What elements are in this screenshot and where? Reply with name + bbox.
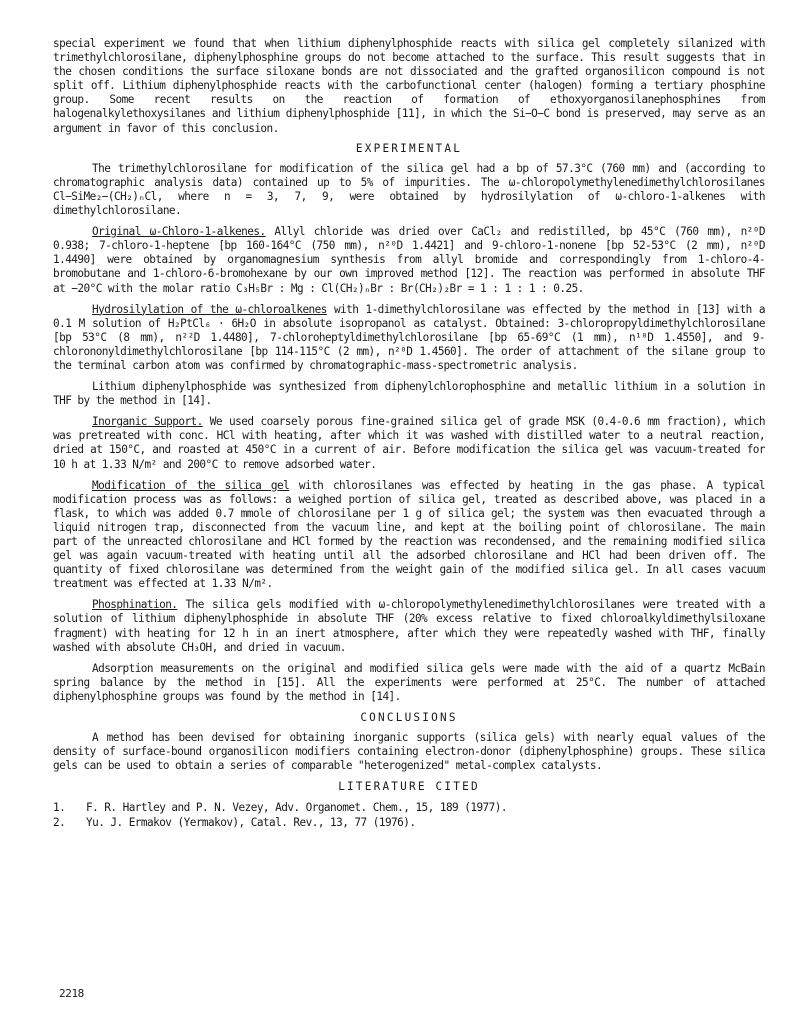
experimental-paragraph-1: The trimethylchlorosilane for modification of the silica gel had a bp of 57.3°C (760 mm) and (according to chromatographic analysis data) contained up to 5% of impurities. The ω-chloropolymethylenedimethylchlorosilanes Cl−SiMe₂−(CH₂)ₙCl, where n = 3, 7, 9, were obtained by hydrosilylation of ω-chloro-1-alkenes with dimethylchlorosilane. (53, 161, 765, 218)
phosphination-title: Phosphination. (92, 598, 178, 612)
phosphination-paragraph (53, 598, 765, 654)
reference-list (53, 801, 765, 830)
intro-paragraph: special experiment we found that when lithium diphenylphosphide reacts with silica gel completely silanized with trimethylchlorosilane, diphenylphosphine groups do not become attached to the surface. This result suggests that in the chosen conditions the surface siloxane bonds are not dissociated and the grafted organosilicon compound is not split off. Lithium diphenylphosphide reacts with the carbofunctional center (halogen) forming a tertiary phosphine group. Some recent results on the reaction of formation of ethoxyorganosilanephosphines from halogenalkylethoxysilanes and lithium diphenylphosphide [11], in which the Si−O−C bond is preserved, may serve as an argument in favor of this conclusion. (53, 37, 765, 135)
reference-text: Yu. J. Ermakov (Yermakov), Catal. Rev., 13, 77 (1976). (86, 815, 416, 829)
support-body: We used coarsely porous fine-grained silica gel of grade MSK (0.4-0.6 mm fraction), which was pretreated with conc. HCl with heating, after which it was washed with distilled water to a neutral reaction, dried at 150°C, and roasted at 450°C in a current of air. Before modification the silica gel was vacuum-treated for 10 h at 1.33 N/m² and 200°C to remove adsorbed water. (53, 415, 765, 471)
page-body (53, 37, 765, 831)
support-title: Inorganic Support. (92, 415, 203, 429)
reference-number: 2. (53, 815, 66, 829)
modification-body: with chlorosilanes was effected by heating in the gas phase. A typical modification process was as follows: a weighed portion of silica gel, treated as described above, was placed in a flask, to which was added 0.7 mmole of chlorosilane per 1 g of silica gel; the system was then evacuated through a liquid nitrogen trap, disconnected from the vacuum line, and kept at the boiling point of chlorosilane. The main part of the unreacted chlorosilane and HCl formed by the reaction was recondensed, and the remaining modified silica gel was again vacuum-treated with heating until all the adsorbed chlorosilane and HCl had been driven off. The quantity of fixed chlorosilane was determined from the weight gain of the modified silica gel. In all cases vacuum treatment was effected at 1.33 N/m². (53, 478, 765, 591)
reference-text: F. R. Hartley and P. N. Vezey, Adv. Organomet. Chem., 15, 189 (1977). (86, 800, 507, 814)
adsorption-paragraph: Adsorption measurements on the original and modified silica gels were made with the aid of a quartz McBain spring balance by the method in [15]. All the experiments were performed at 25°C. The number of attached diphenylphosphine groups was found by the method in [14]. (53, 661, 765, 703)
phosphination-body: The silica gels modified with ω-chloropolymethylenedimethylchlorosilanes were treated with a solution of lithium diphenylphosphide in absolute THF (20% excess relative to fixed chloroalkyldimethylsiloxane fragment) with heating for 12 h in an inert atmosphere, after which they were repeatedly washed with THF, finally washed with absolute CH₃OH, and dried in vacuum. (53, 598, 765, 654)
lithium-paragraph: Lithium diphenylphosphide was synthesized from diphenylchlorophosphine and metallic lithium in a solution in THF by the method in [14]. (53, 380, 765, 408)
conclusions-heading: CONCLUSIONS (360, 711, 458, 725)
hydrosilylation-title: Hydrosilylation of the ω-chloroalkenes (92, 302, 327, 316)
modification-paragraph (53, 479, 765, 592)
page-number: 2218 (59, 987, 84, 1000)
modification-title: Modification of the silica gel (92, 478, 290, 492)
hydrosilylation-paragraph (53, 303, 765, 373)
chloroalkenes-paragraph (53, 225, 765, 295)
hydrosilylation-body: with 1-dimethylchlorosilane was effected by the method in [13] with a 0.1 M solution of H₂PtCl₆ · 6H₂O in absolute isopropanol as catalyst. Obtained: 3-chloropropyldimethylchlorosilane [bp 53°C (8 mm), n²²D 1.4480], 7-chloroheptyldimethylchlorosilane [bp 65-69°C (1 mm), n¹⁸D 1.4550], and 9-chlorononyldimethylchlorosilane [bp 114-115°C (2 mm), n²⁰D 1.4560]. The order of attachment of the silane group to the terminal carbon atom was confirmed by chromatographic-mass-spectrometric analysis. (53, 302, 765, 372)
conclusions-paragraph: A method has been devised for obtaining inorganic supports (silica gels) with nearly equal values of the density of surface-bound organosilicon modifiers containing electron-donor (diphenylphosphine) groups. These silica gels can be used to obtain a series of comparable "heterogenized" metal-complex catalysts. (53, 731, 765, 773)
experimental-heading: EXPERIMENTAL (355, 141, 463, 155)
support-paragraph (53, 415, 765, 471)
literature-heading: LITERATURE CITED (338, 780, 480, 794)
chloroalkenes-title: Original ω-Chloro-1-alkenes. (92, 225, 266, 239)
reference-item (53, 801, 765, 815)
reference-item (53, 816, 765, 830)
chloroalkenes-body: Allyl chloride was dried over CaCl₂ and redistilled, bp 45°C (760 mm), n²⁰D 0.938; 7-chloro-1-heptene [bp 160-164°C (750 mm), n²⁰D 1.4421] and 9-chloro-1-nonene [bp 52-53°C (2 mm), n²⁰D 1.4490] were obtained by organomagnesium synthesis from allyl bromide and correspondingly from 1-chloro-4-bromobutane and 1-chloro-6-bromohexane by our own improved method [12]. The reaction was performed in absolute THF at −20°C with the molar ratio C₃H₅Br : Mg : Cl(CH₂)ₙBr : Br(CH₂)₂Br = 1 : 1 : 1 : 0.25. (53, 225, 765, 295)
reference-number: 1. (53, 800, 66, 814)
